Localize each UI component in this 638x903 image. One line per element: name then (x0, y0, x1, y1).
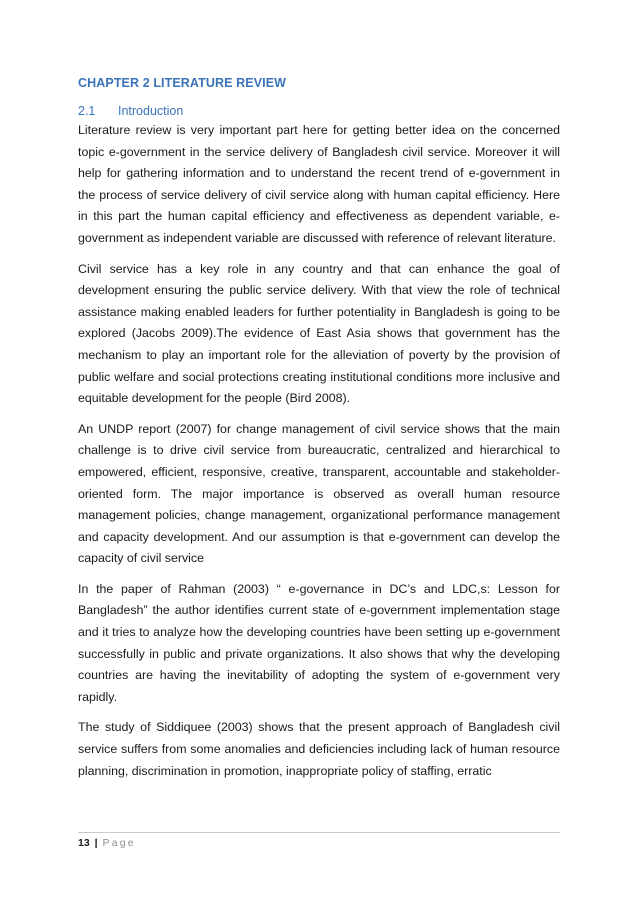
paragraph-2: Civil service has a key role in any country and that can enhance the goal of development ensuring the public service delivery. With that view the role of technical assistance making enabled leaders for further potentiality in Bangladesh is going to be explored (Jacobs 2009).The evidence of East Asia shows that government has the mechanism to play an important role for the alleviation of poverty by the provision of public welfare and social protections creating institutional conditions more inclusive and equitable development for the people (Bird 2008). (78, 261, 560, 406)
page-number: 13 (78, 837, 90, 849)
section-heading (78, 102, 560, 120)
page-label: Page (102, 837, 136, 849)
footer-separator: | (94, 837, 98, 849)
page-footer (78, 836, 136, 850)
footer-divider (78, 832, 560, 833)
chapter-title: CHAPTER 2 LITERATURE REVIEW (78, 76, 287, 90)
section-number: 2.1 (78, 104, 96, 118)
paragraph-1: Literature review is very important part here for getting better idea on the concerned topic e-government in the service delivery of Bangladesh civil service. Moreover it will help for gathering information and to understand the recent trend of e-government in the process of service delivery of civil service along with human capital efficiency. Here in this part the human capital efficiency and effectiveness as dependent variable, e-government as independent variable are discussed with reference of relevant literature. (78, 123, 560, 245)
page-content (78, 74, 560, 791)
paragraph-4: In the paper of Rahman (2003) “ e-governance in DC’s and LDC,s: Lesson for Bangladesh” the author identifies current state of e-government implementation stage and it tries to analyze how the developing countries have been setting up e-government successfully in public and private organizations. It also shows that why the developing countries are having the inevitability of adopting the system of e-government very rapidly. (78, 581, 560, 704)
paragraph-5: The study of Siddiquee (2003) shows that the present approach of Bangladesh civil service suffers from some anomalies and deficiencies including lack of human resource planning, discrimination in promotion, inappropriate policy of staffing, erratic (78, 720, 560, 778)
section-title: Introduction (118, 104, 184, 118)
paragraph-3: An UNDP report (2007) for change management of civil service shows that the main challenge is to drive civil service from bureaucratic, centralized and hierarchical to empowered, efficient, responsive, creative, transparent, accountable and stakeholder-oriented form. The major importance is observed as overall human resource management policies, change management, organizational performance management and capacity development. And our assumption is that e-government can develop the capacity of civil service (78, 421, 560, 566)
